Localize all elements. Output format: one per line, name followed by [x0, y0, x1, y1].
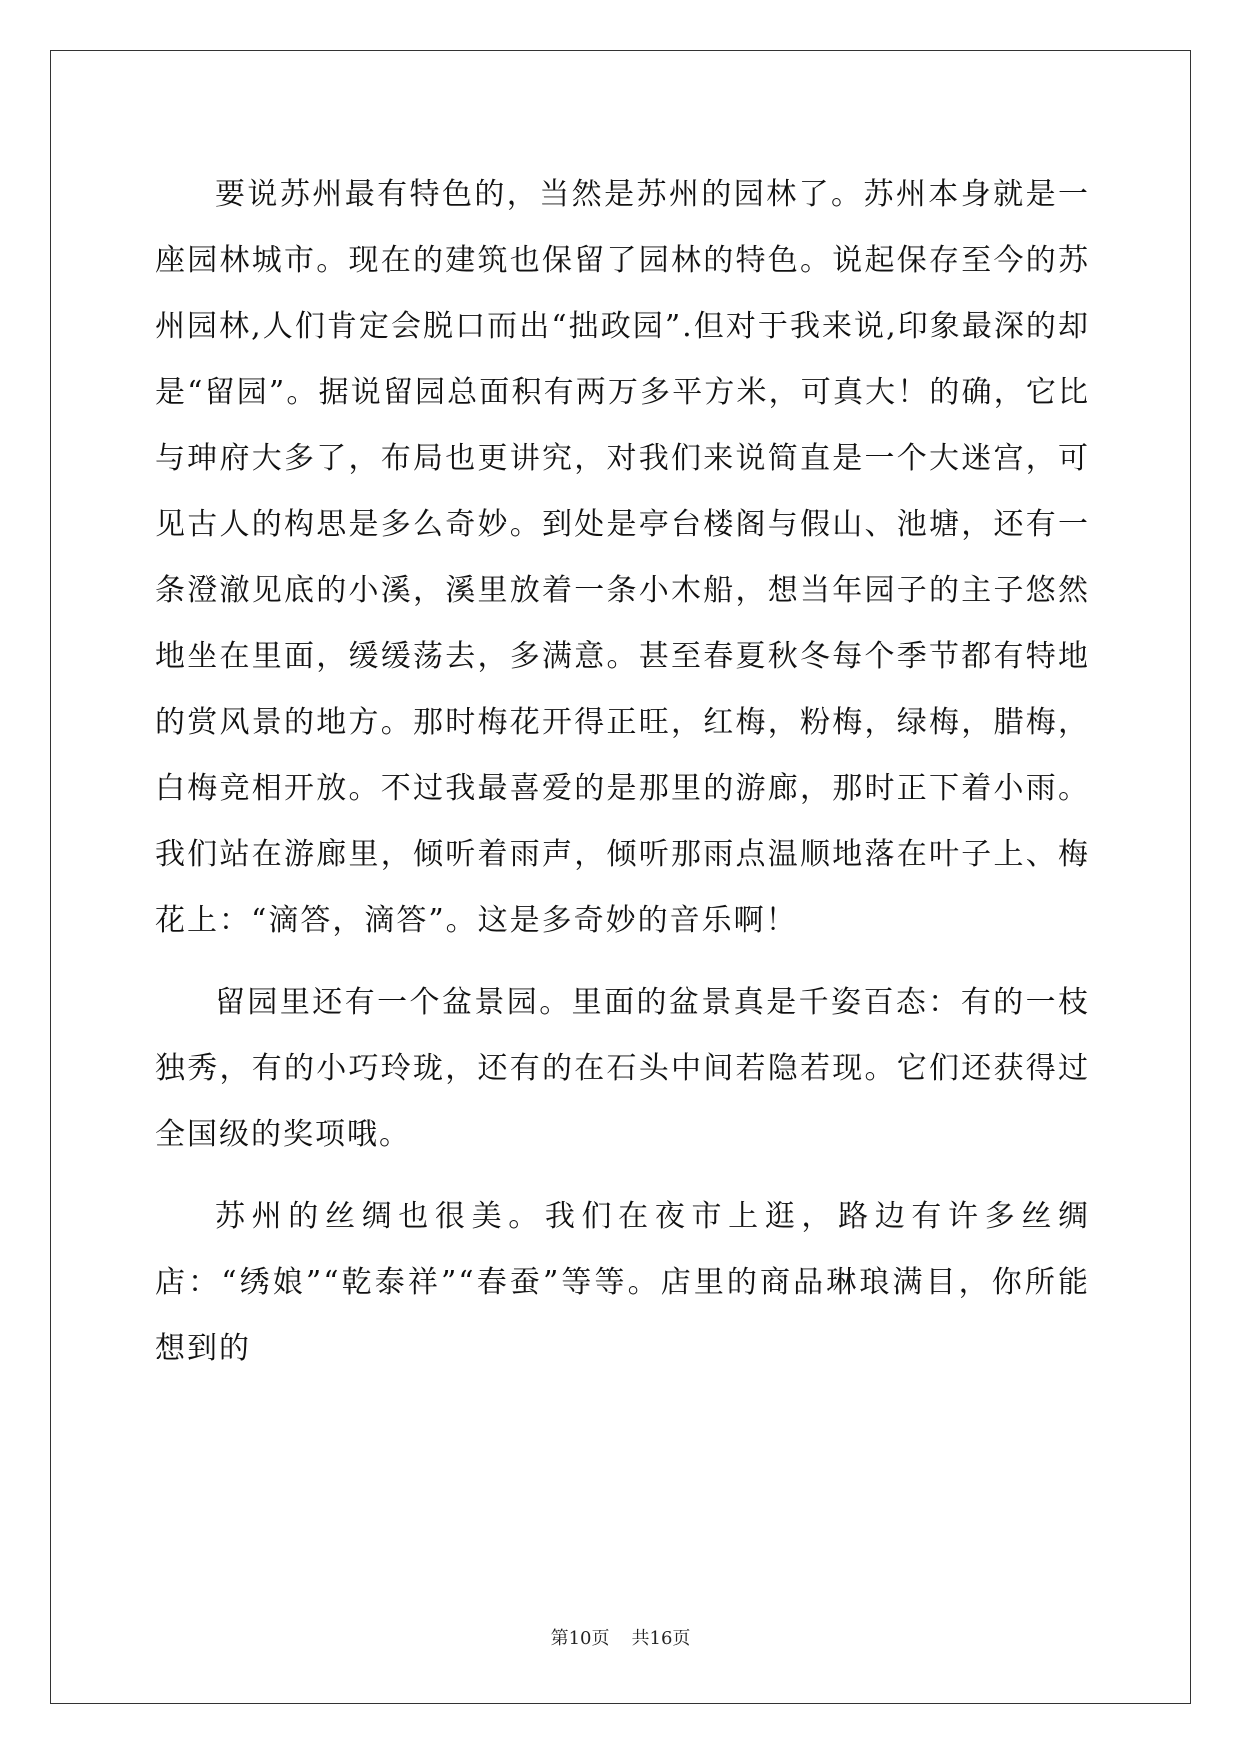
- page-number-total: 共16页: [631, 1628, 691, 1649]
- paragraph-bonsai-garden: 留园里还有一个盆景园。里面的盆景真是千姿百态：有的一枝独秀，有的小巧玲珑，还有的在石头中间若隐若现。它们还获得过全国级的奖项哦。: [155, 985, 1090, 1152]
- paragraph-silk: 苏州的丝绸也很美。我们在夜市上逛，路边有许多丝绸店：“绣娘”“乾泰祥”“春蚕”等等。店里的商品琳琅满目，你所能想到的: [155, 1199, 1090, 1366]
- document-body: [155, 162, 1090, 1398]
- page-number-current: 第10页: [550, 1628, 610, 1649]
- page-footer: [0, 1627, 1241, 1651]
- paragraph-liuyuan: 要说苏州最有特色的，当然是苏州的园林了。苏州本身就是一座园林城市。现在的建筑也保留了园林的特色。说起保存至今的苏州园林,人们肯定会脱口而出“拙政园”.但对于我来说,印象最深的却是“留园”。据说留园总面积有两万多平方米，可真大！的确，它比与珅府大多了，布局也更讲究，对我们来说简直是一个大迷宫，可见古人的构思是多么奇妙。到处是亭台楼阁与假山、池塘，还有一条澄澈见底的小溪，溪里放着一条小木船，想当年园子的主子悠然地坐在里面，缓缓荡去，多满意。甚至春夏秋冬每个季节都有特地的赏风景的地方。那时梅花开得正旺，红梅，粉梅，绿梅，腊梅，白梅竞相开放。不过我最喜爱的是那里的游廊，那时正下着小雨。我们站在游廊里，倾听着雨声，倾听那雨点温顺地落在叶子上、梅花上：“滴答，滴答”。这是多奇妙的音乐啊！: [155, 177, 1090, 938]
